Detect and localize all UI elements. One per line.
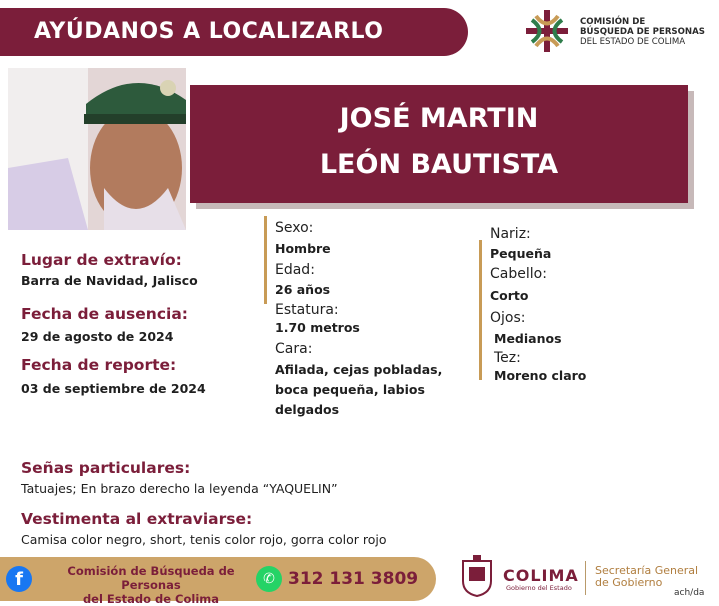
whatsapp-icon[interactable]: ✆	[256, 566, 282, 592]
nariz-value: Pequeña	[490, 246, 552, 261]
commission-logo-icon	[522, 6, 572, 56]
edad-label: Edad:	[275, 262, 315, 278]
page-title: AYÚDANOS A LOCALIZARLO	[34, 19, 384, 44]
person-name-line-1: JOSÉ MARTIN	[339, 103, 539, 134]
middle-divider	[264, 216, 267, 304]
cara-value-3: delgados	[275, 402, 340, 417]
lugar-value: Barra de Navidad, Jalisco	[21, 273, 198, 288]
name-panel	[190, 85, 688, 203]
estatura-value: 1.70 metros	[275, 320, 360, 335]
footer-org-line-1: Comisión de Búsqueda de Personas	[67, 564, 235, 592]
cara-value-1: Afilada, cejas pobladas,	[275, 362, 443, 377]
lugar-label: Lugar de extravío:	[21, 251, 182, 269]
org-line-2: BÚSQUEDA DE PERSONAS	[580, 27, 705, 37]
initials: ach/da	[674, 588, 705, 598]
nariz-label: Nariz:	[490, 226, 531, 242]
phone-number[interactable]: 312 131 3809	[288, 569, 419, 589]
sexo-value: Hombre	[275, 241, 331, 256]
cara-label: Cara:	[275, 341, 313, 357]
sexo-label: Sexo:	[275, 220, 314, 236]
commission-name	[580, 17, 705, 47]
colima-wordmark: COLIMA	[503, 566, 579, 585]
reporte-label: Fecha de reporte:	[21, 356, 177, 374]
cabello-label: Cabello:	[490, 266, 547, 282]
colima-subtitle: Gobierno del Estado	[506, 584, 572, 592]
org-line-1: COMISIÓN DE	[580, 17, 646, 27]
footer-divider	[585, 561, 586, 595]
person-name-line-2: LEÓN BAUTISTA	[319, 149, 559, 180]
secretaria-line-2: de Gobierno	[595, 576, 663, 589]
facebook-icon[interactable]: f	[6, 566, 32, 592]
right-divider	[479, 240, 482, 380]
senas-value: Tatuajes; En brazo derecho la leyenda “YAQUELIN”	[21, 481, 338, 496]
secretaria-name	[595, 565, 698, 589]
footer-org-line-2: del Estado de Colima	[82, 592, 220, 606]
colima-crest-icon	[459, 553, 495, 597]
ojos-label: Ojos:	[490, 310, 526, 326]
cara-value-2: boca pequeña, labios	[275, 382, 425, 397]
edad-value: 26 años	[275, 282, 331, 297]
org-line-3: DEL ESTADO DE COLIMA	[580, 37, 686, 47]
footer-org-name	[36, 564, 266, 606]
secretaria-line-1: Secretaría General	[595, 564, 699, 577]
ausencia-label: Fecha de ausencia:	[21, 305, 188, 323]
tez-value: Moreno claro	[494, 368, 587, 383]
ojos-value: Medianos	[494, 331, 562, 346]
ausencia-value: 29 de agosto de 2024	[21, 329, 174, 344]
tez-label: Tez:	[494, 350, 521, 366]
senas-label: Señas particulares:	[21, 459, 191, 477]
reporte-value: 03 de septiembre de 2024	[21, 381, 206, 396]
vestimenta-value: Camisa color negro, short, tenis color rojo, gorra color rojo	[21, 532, 387, 547]
estatura-label: Estatura:	[275, 302, 339, 318]
missing-person-photo	[8, 68, 186, 230]
vestimenta-label: Vestimenta al extraviarse:	[21, 510, 253, 528]
cabello-value: Corto	[490, 288, 529, 303]
